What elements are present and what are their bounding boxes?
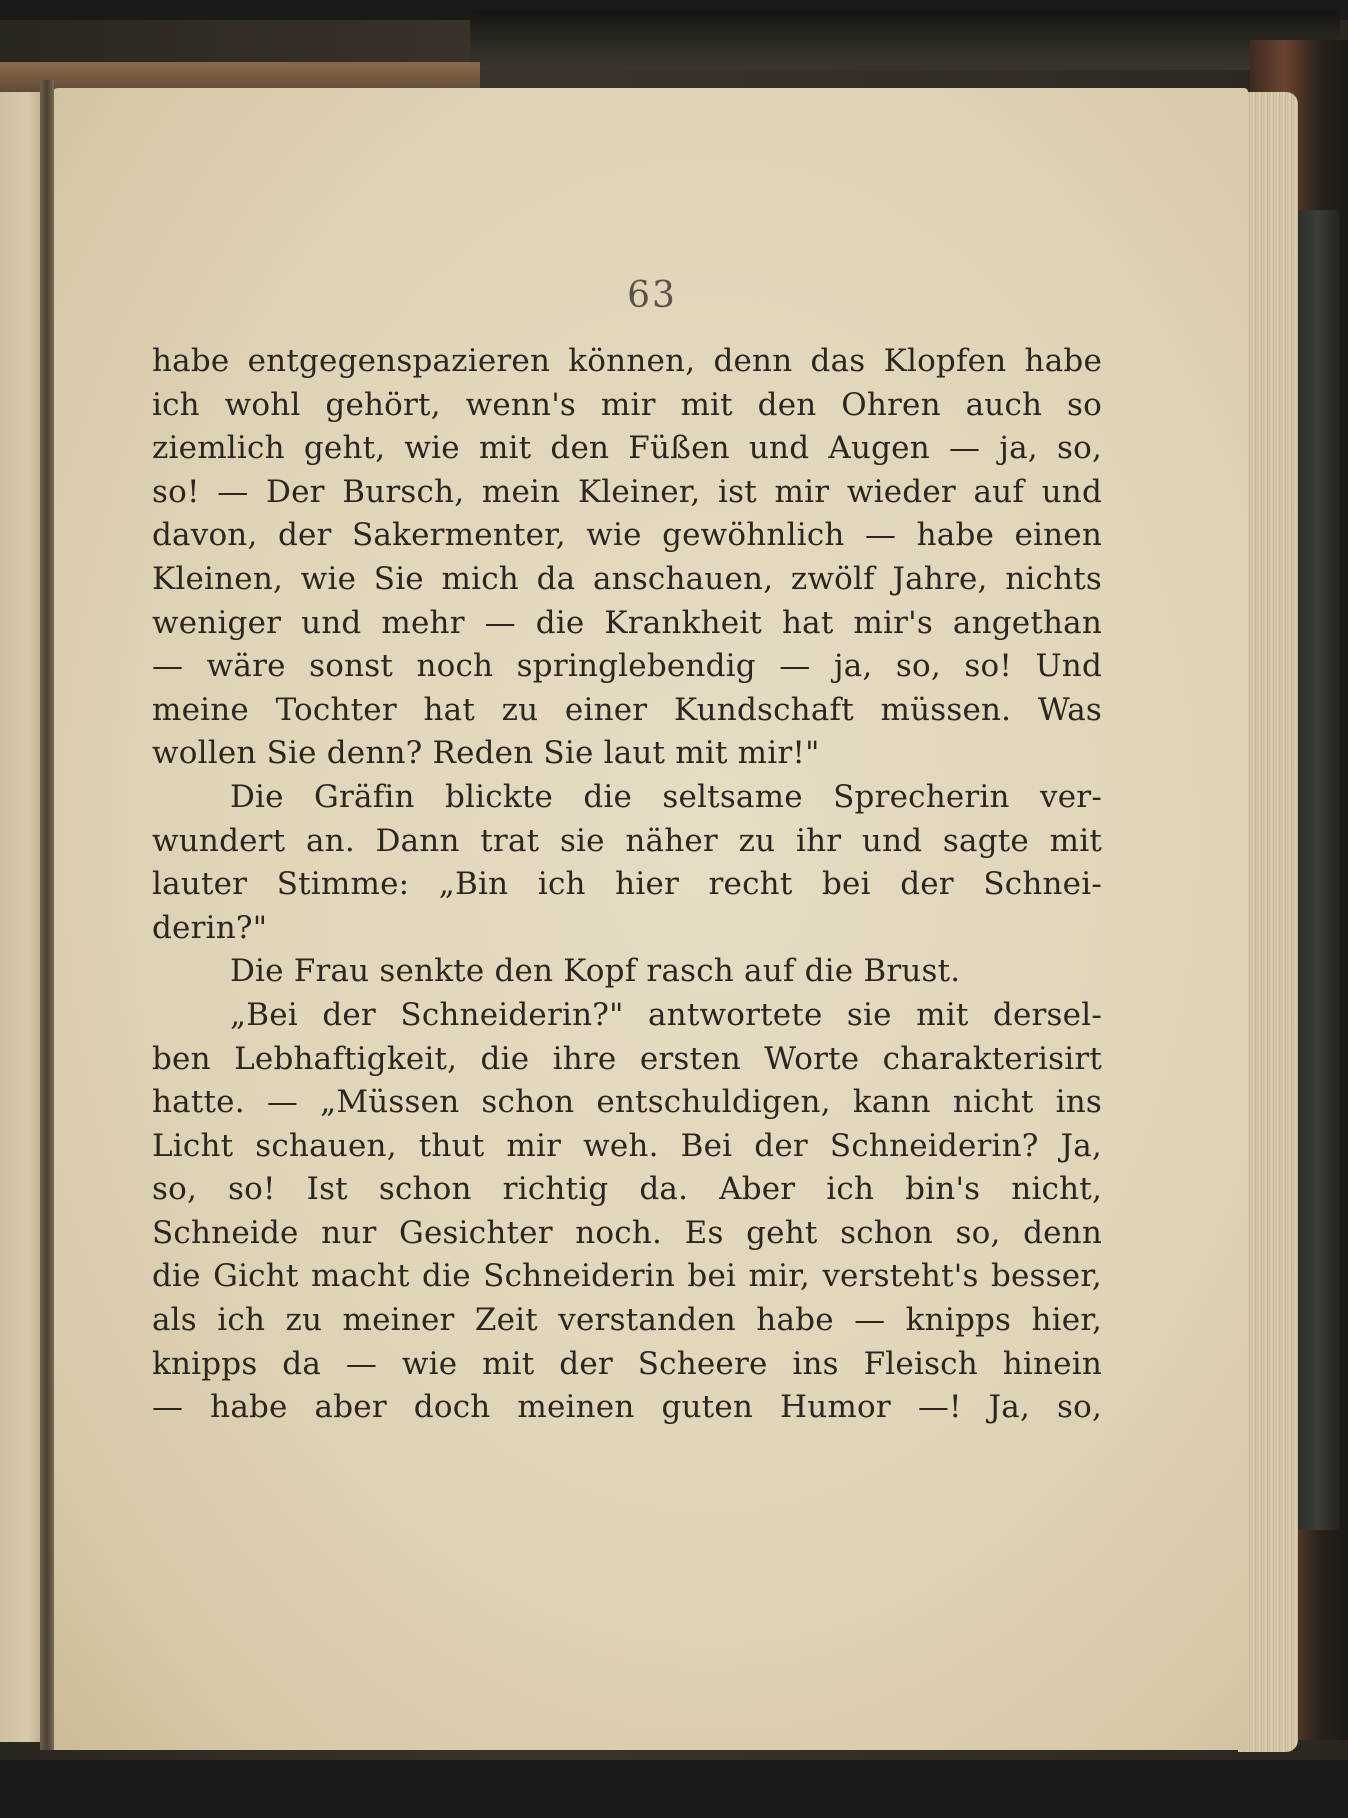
text-line: — wäre sonst noch springlebendig — ja, so, so! Und <box>152 648 1102 685</box>
text-line: ben Lebhaftigkeit, die ihre ersten Worte charakterisirt <box>152 1040 1102 1077</box>
page-text <box>152 340 1102 1430</box>
text-line: Die Frau senkte den Kopf rasch auf die Brust. <box>230 953 961 990</box>
text-line: Schneide nur Gesichter noch. Es geht schon so, denn <box>152 1214 1102 1251</box>
text-line: so, so! Ist schon richtig da. Aber ich bin's nicht, <box>152 1171 1102 1208</box>
text-line: ich wohl gehört, wenn's mir mit den Ohren auch so <box>152 386 1102 423</box>
text-line: derin?" <box>152 909 268 946</box>
cover-top-edge <box>470 10 1340 70</box>
text-line: Licht schauen, thut mir weh. Bei der Schneiderin? Ja, <box>152 1127 1102 1164</box>
text-line: wundert an. Dann trat sie näher zu ihr und sagte mit <box>152 822 1102 859</box>
text-line: als ich zu meiner Zeit verstanden habe — knipps hier, <box>152 1302 1102 1339</box>
text-line: so! — Der Bursch, mein Kleiner, ist mir wieder auf und <box>152 473 1102 510</box>
text-line: meine Tochter hat zu einer Kundschaft müssen. Was <box>152 691 1102 728</box>
text-line: „Bei der Schneiderin?" antwortete sie mit dersel- <box>230 996 1102 1033</box>
text-line: hatte. — „Müssen schon entschuldigen, kann nicht ins <box>152 1084 1102 1121</box>
text-line: lauter Stimme: „Bin ich hier recht bei der Schnei- <box>152 866 1102 903</box>
book-gutter <box>40 80 54 1750</box>
text-line: habe entgegenspazieren können, denn das Klopfen habe <box>152 343 1102 379</box>
text-line: knipps da — wie mit der Scheere ins Fleisch hinein <box>152 1345 1102 1382</box>
text-line: die Gicht macht die Schneiderin bei mir, versteht's besser, <box>152 1258 1102 1295</box>
text-line: — habe aber doch meinen guten Humor —! Ja, so, <box>152 1389 1102 1426</box>
text-line: Kleinen, wie Sie mich da anschauen, zwölf Jahre, nichts <box>152 560 1102 597</box>
text-line: Die Gräfin blickte die seltsame Sprecherin ver- <box>230 778 1102 815</box>
text-line: ziemlich geht, wie mit den Füßen und Augen — ja, so, <box>152 430 1102 467</box>
page-number: 63 <box>627 275 677 316</box>
text-line: davon, der Sakermenter, wie gewöhnlich — habe einen <box>152 517 1102 554</box>
text-line: weniger und mehr — die Krankheit hat mir's angethan <box>152 604 1102 641</box>
text-line: wollen Sie denn? Reden Sie laut mit mir!" <box>152 735 820 772</box>
cover-spine-band <box>1295 210 1340 1530</box>
book-page <box>52 88 1248 1750</box>
